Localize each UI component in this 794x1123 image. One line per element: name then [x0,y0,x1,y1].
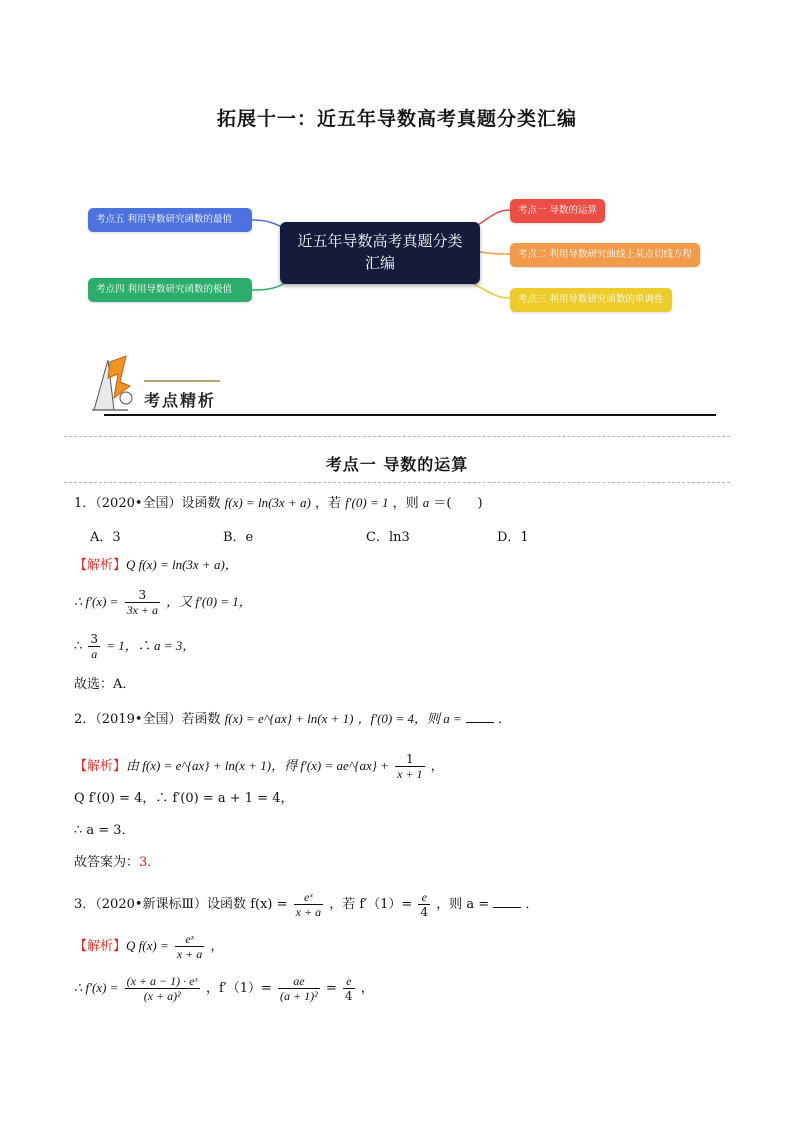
question-2-solution-2: Q f′(0) = 4，∴ f′(0) = a + 1 = 4， [74,791,294,806]
question-1-solution-3: ∴ $\frac{3}{a}$ = 1，∴ a = 3， [74,632,196,661]
connector-node2 [480,252,510,254]
question-1-solution-1: 【解析】Q f(x) = ln(3x + a)， [74,557,238,573]
section-accent-bar [144,380,220,382]
question-3-solution-1: 【解析】Q f(x) = $\frac{\text{eˣ}}{x + a}$ ， [74,932,224,961]
question-1-answer: 故选：A． [74,677,136,692]
section-rule [104,414,716,416]
question-2-solution-3: ∴ a = 3． [74,823,135,838]
question-1-option-c: C．ln3 [366,530,410,545]
question-1-option-d: D．1 [497,530,529,545]
mind-map-node-5: 考点五 利用导数研究函数的最值 [88,208,252,232]
question-1-stem: 1．（2020•全国）设函数 f(x) = ln(3x + a) ，若 f′(0) = 1 ，则 a ＝( ) [74,495,483,511]
connector-node3 [470,282,510,298]
mind-map-center: 近五年导数高考真题分类汇编 [280,222,480,284]
section-label: 考点精析 [144,391,217,410]
question-2-solution-1: 【解析】由 f(x) = e^{ax} + ln(x + 1)，得 f′(x) = ae^{ax} + $\frac{1}{x + 1}$ ， [74,752,444,781]
question-3-solution-2: ∴ f′(x) = $\frac{\text{(x + a − 1) · eˣ}}{\text{(x + a)²}}$ ，f′（1）= $\frac{ae}{\text{(a + 1)²}}$ = $\frac{e}{4}$ ， [74,974,374,1003]
mind-map-node-2: 考点二 利用导数研究曲线上某点切线方程 [510,243,700,267]
dashed-divider-top [64,436,730,437]
mind-map-node-4: 考点四 利用导数研究函数的极值 [88,278,252,302]
question-2-answer: 故答案为：3． [74,855,161,870]
question-3-stem: 3．（2020•新课标Ⅲ）设函数 f(x) = $\frac{\text{eˣ}}{x + a}$ ，若 f′（1）= $\frac{e}{4}$ ，则 a = ． [74,890,539,919]
mind-map-node-1: 考点一 导数的运算 [510,199,605,223]
question-1-option-a: A．3 [90,530,121,545]
answer-blank [466,711,494,723]
topic-heading: 考点一 导数的运算 [325,455,469,474]
question-1-option-b: B．e [223,530,254,545]
question-1-solution-2: ∴ f′(x) = $\frac{3}{3x + a}$ ，又 f′(0) = 1， [74,588,252,617]
question-2-stem: 2．（2019•全国）若函数 f(x) = e^{ax} + ln(x + 1) ，f′(0) = 4，则 a = ． [74,711,512,727]
answer-blank [493,896,521,908]
mind-map-node-3: 考点三 利用导数研究函数的单调性 [510,288,672,312]
dashed-divider-bottom [64,482,730,483]
section-icon [88,352,140,412]
document-title: 拓展十一：近五年导数高考真题分类汇编 [216,108,577,130]
